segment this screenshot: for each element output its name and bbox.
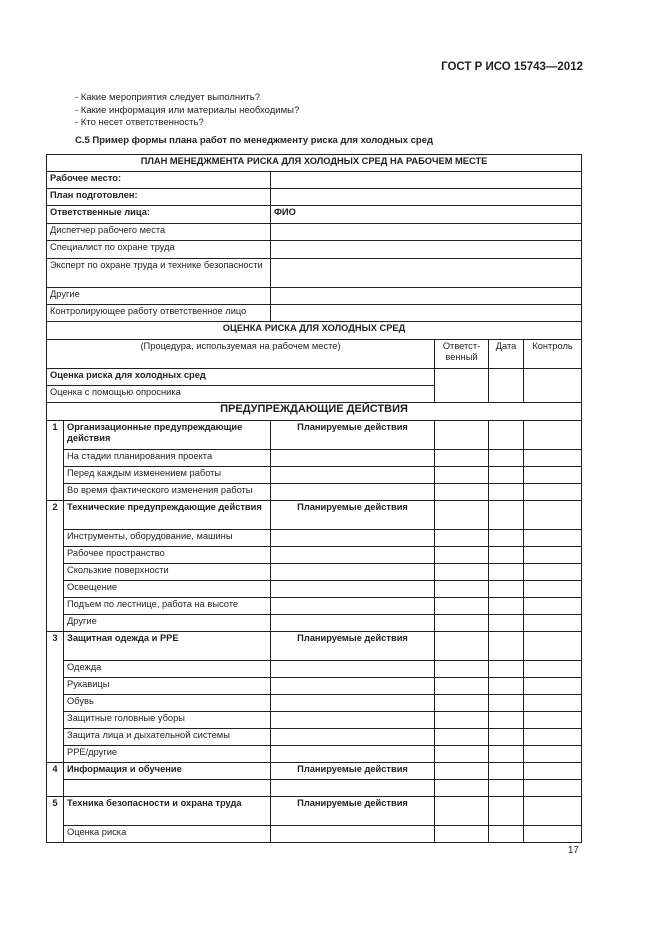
date-cell [489,501,524,530]
planned-action-cell [271,467,435,484]
workplace-label: Рабочее место: [47,172,271,189]
control-cell [524,530,582,547]
questionnaire-label: Оценка с помощью опросника [47,386,435,403]
planned-actions-label: Планируемые действия [271,632,435,661]
action-item: Защитные головные уборы [64,712,271,729]
control-cell [524,598,582,615]
planned-action-cell [271,530,435,547]
date-cell [489,484,524,501]
responsible-cell [435,369,489,403]
question-item: - Кто несет ответственность? [75,117,204,128]
planned-actions-label: Планируемые действия [271,763,435,780]
date-column-header: Дата [489,340,524,369]
action-item: Одежда [64,661,271,678]
control-cell [524,547,582,564]
action-item: Во время фактического изменения работы [64,484,271,501]
question-item: - Какие мероприятия следует выполнить? [75,92,260,103]
section-number: 5 [47,797,64,843]
planned-action-cell [271,826,435,843]
date-cell [489,450,524,467]
planned-action-cell [271,484,435,501]
date-cell [489,763,524,780]
section-number: 4 [47,763,64,797]
responsible-cell [435,780,489,797]
action-item: Рабочее пространство [64,547,271,564]
control-cell [524,826,582,843]
planned-action-cell [271,598,435,615]
action-item: Освещение [64,581,271,598]
responsible-person-name [271,241,582,259]
date-cell [489,632,524,661]
planned-action-cell [271,547,435,564]
responsible-person-role: Контролирующее работу ответственное лицо [47,305,271,322]
responsible-person-role: Эксперт по охране труда и технике безопасности [47,259,271,288]
control-column-header: Контроль [524,340,582,369]
responsible-person-role: Специалист по охране труда [47,241,271,259]
control-cell [524,501,582,530]
control-cell [524,421,582,450]
control-cell [524,661,582,678]
document-code: ГОСТ Р ИСО 15743—2012 [441,61,583,73]
fio-label: ФИО [271,206,582,224]
planned-action-cell [271,729,435,746]
control-cell [524,797,582,826]
control-cell [524,729,582,746]
responsible-cell [435,729,489,746]
responsible-cell [435,564,489,581]
responsible-cell [435,632,489,661]
date-cell [489,695,524,712]
responsible-cell [435,695,489,712]
control-cell [524,564,582,581]
section-title: Информация и обучение [64,763,271,780]
action-item: Перед каждым изменением работы [64,467,271,484]
plan-title: ПЛАН МЕНЕДЖМЕНТА РИСКА ДЛЯ ХОЛОДНЫХ СРЕД НА РАБОЧЕМ МЕСТЕ [47,155,582,172]
date-cell [489,581,524,598]
responsible-cell [435,746,489,763]
planned-action-cell [271,581,435,598]
control-cell [524,712,582,729]
control-cell [524,763,582,780]
planned-action-cell [271,678,435,695]
planned-action-cell [271,564,435,581]
responsible-cell [435,581,489,598]
planned-action-cell [271,712,435,729]
responsible-cell [435,661,489,678]
risk-management-plan-table [46,154,582,843]
date-cell [489,661,524,678]
action-item: Подъем по лестнице, работа на высоте [64,598,271,615]
responsible-cell [435,598,489,615]
responsible-cell [435,712,489,729]
prepared-by-value [271,189,582,206]
control-cell [524,484,582,501]
control-cell [524,695,582,712]
action-item: На стадии планирования проекта [64,450,271,467]
question-list [75,92,299,130]
responsible-cell [435,450,489,467]
date-cell [489,729,524,746]
section-number: 1 [47,421,64,501]
action-item: Другие [64,615,271,632]
control-cell [524,632,582,661]
section-title: Технические предупреждающие действия [64,501,271,530]
page-number: 17 [567,845,579,856]
responsible-cell [435,467,489,484]
control-cell [524,450,582,467]
control-cell [524,467,582,484]
responsible-column-header: Ответст-венный [435,340,489,369]
responsible-person-name [271,224,582,241]
date-cell [489,564,524,581]
date-cell [489,615,524,632]
responsible-cell [435,547,489,564]
date-cell [489,530,524,547]
control-cell [524,780,582,797]
control-cell [524,615,582,632]
cold-risk-assessment-label: Оценка риска для холодных сред [47,369,435,386]
date-cell [489,678,524,695]
control-cell [524,581,582,598]
action-item: Рукавицы [64,678,271,695]
planned-action-cell [271,746,435,763]
date-cell [489,746,524,763]
responsible-person-role: Диспетчер рабочего места [47,224,271,241]
section-number: 2 [47,501,64,632]
action-item: Инструменты, оборудование, машины [64,530,271,547]
responsible-person-name [271,288,582,305]
date-cell [489,369,524,403]
section-title: Организационные предупреждающие действия [64,421,271,450]
date-cell [489,467,524,484]
planned-actions-label: Планируемые действия [271,797,435,826]
section-number: 3 [47,632,64,763]
planned-action-cell [271,450,435,467]
date-cell [489,421,524,450]
action-item: PPE/другие [64,746,271,763]
assessment-title: ОЦЕНКА РИСКА ДЛЯ ХОЛОДНЫХ СРЕД [47,322,582,340]
preventive-actions-title: ПРЕДУПРЕЖДАЮЩИЕ ДЕЙСТВИЯ [47,403,582,421]
procedure-header: (Процедура, используемая на рабочем месте) [47,340,435,369]
date-cell [489,826,524,843]
responsible-cell [435,678,489,695]
control-cell [524,369,582,403]
date-cell [489,780,524,797]
responsible-person-name [271,305,582,322]
planned-actions-label: Планируемые действия [271,421,435,450]
section-title: С.5 Пример формы плана работ по менеджменту риска для холодных сред [75,135,434,146]
responsible-cell [435,501,489,530]
section-title: Техника безопасности и охрана труда [64,797,271,826]
responsible-person-role: Другие [47,288,271,305]
responsible-cell [435,615,489,632]
question-item: - Какие информация или материалы необходимы? [75,104,300,116]
responsible-cell [435,797,489,826]
section-title: Защитная одежда и PPE [64,632,271,661]
date-cell [489,712,524,729]
prepared-by-label: План подготовлен: [47,189,271,206]
responsible-cell [435,421,489,450]
planned-action-cell [271,695,435,712]
responsible-cell [435,763,489,780]
action-item: Скользкие поверхности [64,564,271,581]
planned-actions-label: Планируемые действия [271,501,435,530]
control-cell [524,746,582,763]
planned-action-cell [271,661,435,678]
date-cell [489,547,524,564]
action-item [64,780,271,797]
planned-action-cell [271,780,435,797]
action-item: Обувь [64,695,271,712]
responsible-cell [435,530,489,547]
action-item: Оценка риска [64,826,271,843]
responsible-label: Ответственные лица: [47,206,271,224]
date-cell [489,598,524,615]
responsible-cell [435,484,489,501]
responsible-cell [435,826,489,843]
workplace-value [271,172,582,189]
control-cell [524,678,582,695]
planned-action-cell [271,615,435,632]
action-item: Защита лица и дыхательной системы [64,729,271,746]
responsible-person-name [271,259,582,288]
date-cell [489,797,524,826]
